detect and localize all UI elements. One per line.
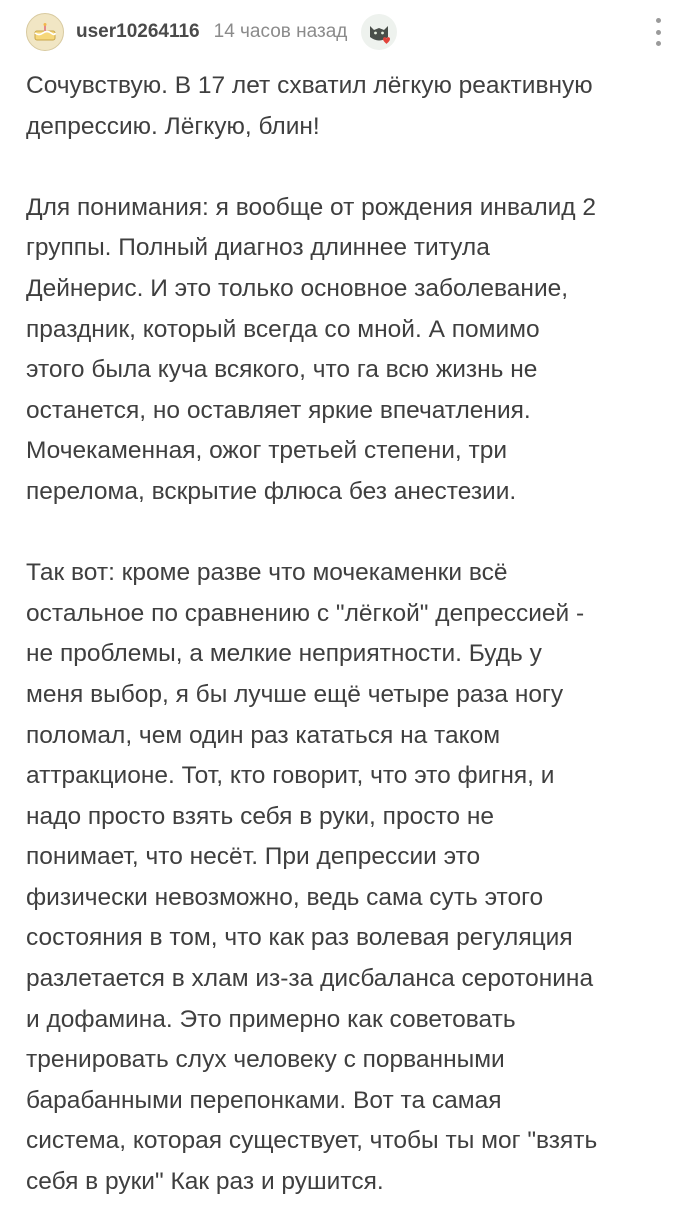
avatar[interactable]: [26, 13, 64, 51]
cake-avatar-icon: [33, 22, 57, 42]
menu-dot: [656, 18, 661, 23]
menu-dot: [656, 41, 661, 46]
comment-paragraph: Так вот: кроме разве что мочекаменки всё остальное по сравнению с "лёгкой" депрессией - не проблемы, а мелкие неприятности. Будь у меня выбор, я бы лучше ещё четыре раза ногу поломал, чем один раз кататься на таком аттракционе. Тот, кто говорит, что это фигня, и надо просто взять себя в руки, просто не понимает, что несёт. При депрессии это физически невозможно, ведь сама суть этого состояния в том, что как раз волевая регуляция разлетается в хлам из-за дисбаланса серотонина и дофамина. Это примерно как советовать тренировать слух человеку с порванными барабанными перепонками. Вот та самая система, которая существует, чтобы ты мог "взять себя в руки" Как раз и рушится.: [26, 559, 598, 1196]
comment-body: [26, 66, 676, 1203]
comment-timestamp[interactable]: 14 часов назад: [213, 21, 348, 42]
comment-header: [26, 0, 676, 64]
comment-paragraph: Сочувствую. В 17 лет схватил лёгкую реактивную депрессию. Лёгкую, блин!: [26, 72, 593, 140]
username-link[interactable]: user10264116: [76, 21, 200, 42]
comment-paragraph: Для понимания: я вообще от рождения инвалид 2 группы. Полный диагноз длиннее титула Дейнерис. И это только основное заболевание, праздник, который всегда со мной. А помимо этого была куча всякого, что га всю жизнь не останется, но оставляет яркие впечатления. Мочекаменная, ожог третьей степени, три перелома, вскрытие флюса без анестезии.: [26, 193, 597, 505]
user-badge[interactable]: [361, 14, 397, 50]
menu-dot: [656, 30, 661, 35]
cat-heart-badge-icon: [364, 17, 394, 47]
comment-menu-button[interactable]: [646, 14, 670, 50]
